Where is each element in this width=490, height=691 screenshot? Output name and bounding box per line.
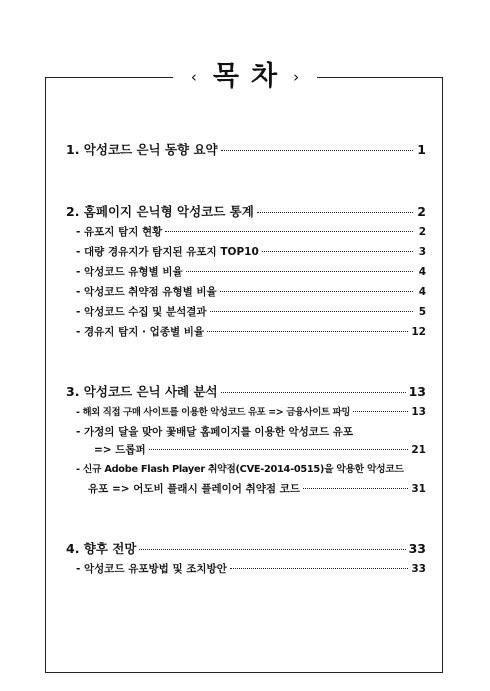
toc-item[interactable]	[76, 305, 426, 319]
toc-section-2-label: 2. 홈페이지 은닉형 악성코드 통계	[66, 204, 254, 219]
dot-leader	[210, 311, 413, 312]
toc-item-label: - 유포지 탐지 현황	[76, 226, 163, 238]
toc-section-1[interactable]	[66, 143, 426, 157]
toc-section-2-page: 2	[417, 204, 426, 219]
title-area	[0, 62, 490, 92]
page-title	[173, 62, 317, 92]
toc-section-1-page: 1	[417, 142, 426, 157]
toc-item-label: - 가정의 달을 맞아 꽃배달 홈페이지를 이용한 악성코드 유포	[76, 426, 354, 438]
toc-item-page: 4	[418, 266, 426, 278]
toc-section-4-page: 33	[408, 541, 426, 556]
toc-item-label: - 악성코드 취약점 유형별 비율	[76, 286, 217, 298]
title-open-bracket: ‹	[190, 68, 197, 86]
toc-item-label: - 경유지 탐지 · 업종별 비율	[76, 326, 205, 338]
dot-leader	[262, 251, 413, 252]
toc-item[interactable]	[76, 562, 426, 576]
toc-item-page: 3	[418, 246, 426, 258]
toc-section-3[interactable]	[66, 385, 426, 399]
toc-item-page: 2	[418, 226, 426, 238]
toc-section-4-label: 4. 향후 전망	[66, 541, 137, 556]
toc-item-page: 21	[411, 444, 426, 456]
title-close-bracket: ›	[293, 68, 300, 86]
toc-section-1-label: 1. 악성코드 은닉 동향 요약	[66, 142, 218, 157]
toc-item[interactable]	[76, 325, 426, 339]
toc-item[interactable]	[76, 265, 426, 279]
toc-item[interactable]	[76, 425, 426, 439]
toc-item-page: 33	[411, 563, 426, 575]
dot-leader	[257, 212, 413, 213]
toc-item[interactable]	[76, 225, 426, 239]
contents-frame	[45, 77, 443, 673]
dot-leader	[221, 150, 413, 151]
toc-item-continued[interactable]	[94, 443, 426, 457]
dot-leader	[221, 392, 406, 393]
dot-leader	[207, 331, 408, 332]
toc-item-label: - 해외 직접 구매 사이트를 이용한 악성코드 유포 => 금융사이트 파밍	[76, 407, 351, 418]
toc-item-label: => 드롭퍼	[94, 444, 146, 456]
toc-item-label: - 악성코드 유포방법 및 조치방안	[76, 563, 227, 575]
toc-item-page: 13	[411, 406, 426, 418]
dot-leader	[165, 231, 413, 232]
dot-leader	[353, 411, 408, 412]
toc-item[interactable]	[76, 405, 426, 420]
toc-item-label: - 악성코드 유형별 비율	[76, 266, 183, 278]
toc-section-2[interactable]	[66, 205, 426, 219]
toc-item-label: - 신규 Adobe Flash Player 취약점(CVE-2014-0515)을 악용한 악성코드	[76, 464, 404, 475]
toc-item-page: 5	[418, 306, 426, 318]
toc-item[interactable]	[76, 285, 426, 299]
title-char-2: 차	[251, 61, 278, 92]
title-char-1: 목	[212, 61, 239, 92]
toc-item-page: 12	[411, 326, 426, 338]
toc-section-3-label: 3. 악성코드 은닉 사례 분석	[66, 384, 218, 399]
dot-leader	[149, 449, 409, 450]
toc-item-page: 4	[418, 286, 426, 298]
toc-item-page: 31	[411, 483, 426, 495]
dot-leader	[186, 271, 413, 272]
dot-leader	[220, 291, 413, 292]
toc-item-label: - 대량 경유지가 탐지된 유포지 TOP10	[76, 246, 259, 258]
dot-leader	[230, 568, 409, 569]
dot-leader	[303, 488, 408, 489]
toc-item[interactable]	[76, 463, 426, 477]
toc-item[interactable]	[76, 245, 426, 259]
toc-item-continued[interactable]	[88, 482, 426, 496]
toc-item-label: 유포 => 어도비 플래시 플레이어 취약점 코드	[88, 483, 300, 495]
toc-item-label: - 악성코드 수집 및 분석결과	[76, 306, 207, 318]
toc-section-4[interactable]	[66, 542, 426, 556]
toc-section-3-page: 13	[408, 384, 426, 399]
dot-leader	[139, 549, 405, 550]
